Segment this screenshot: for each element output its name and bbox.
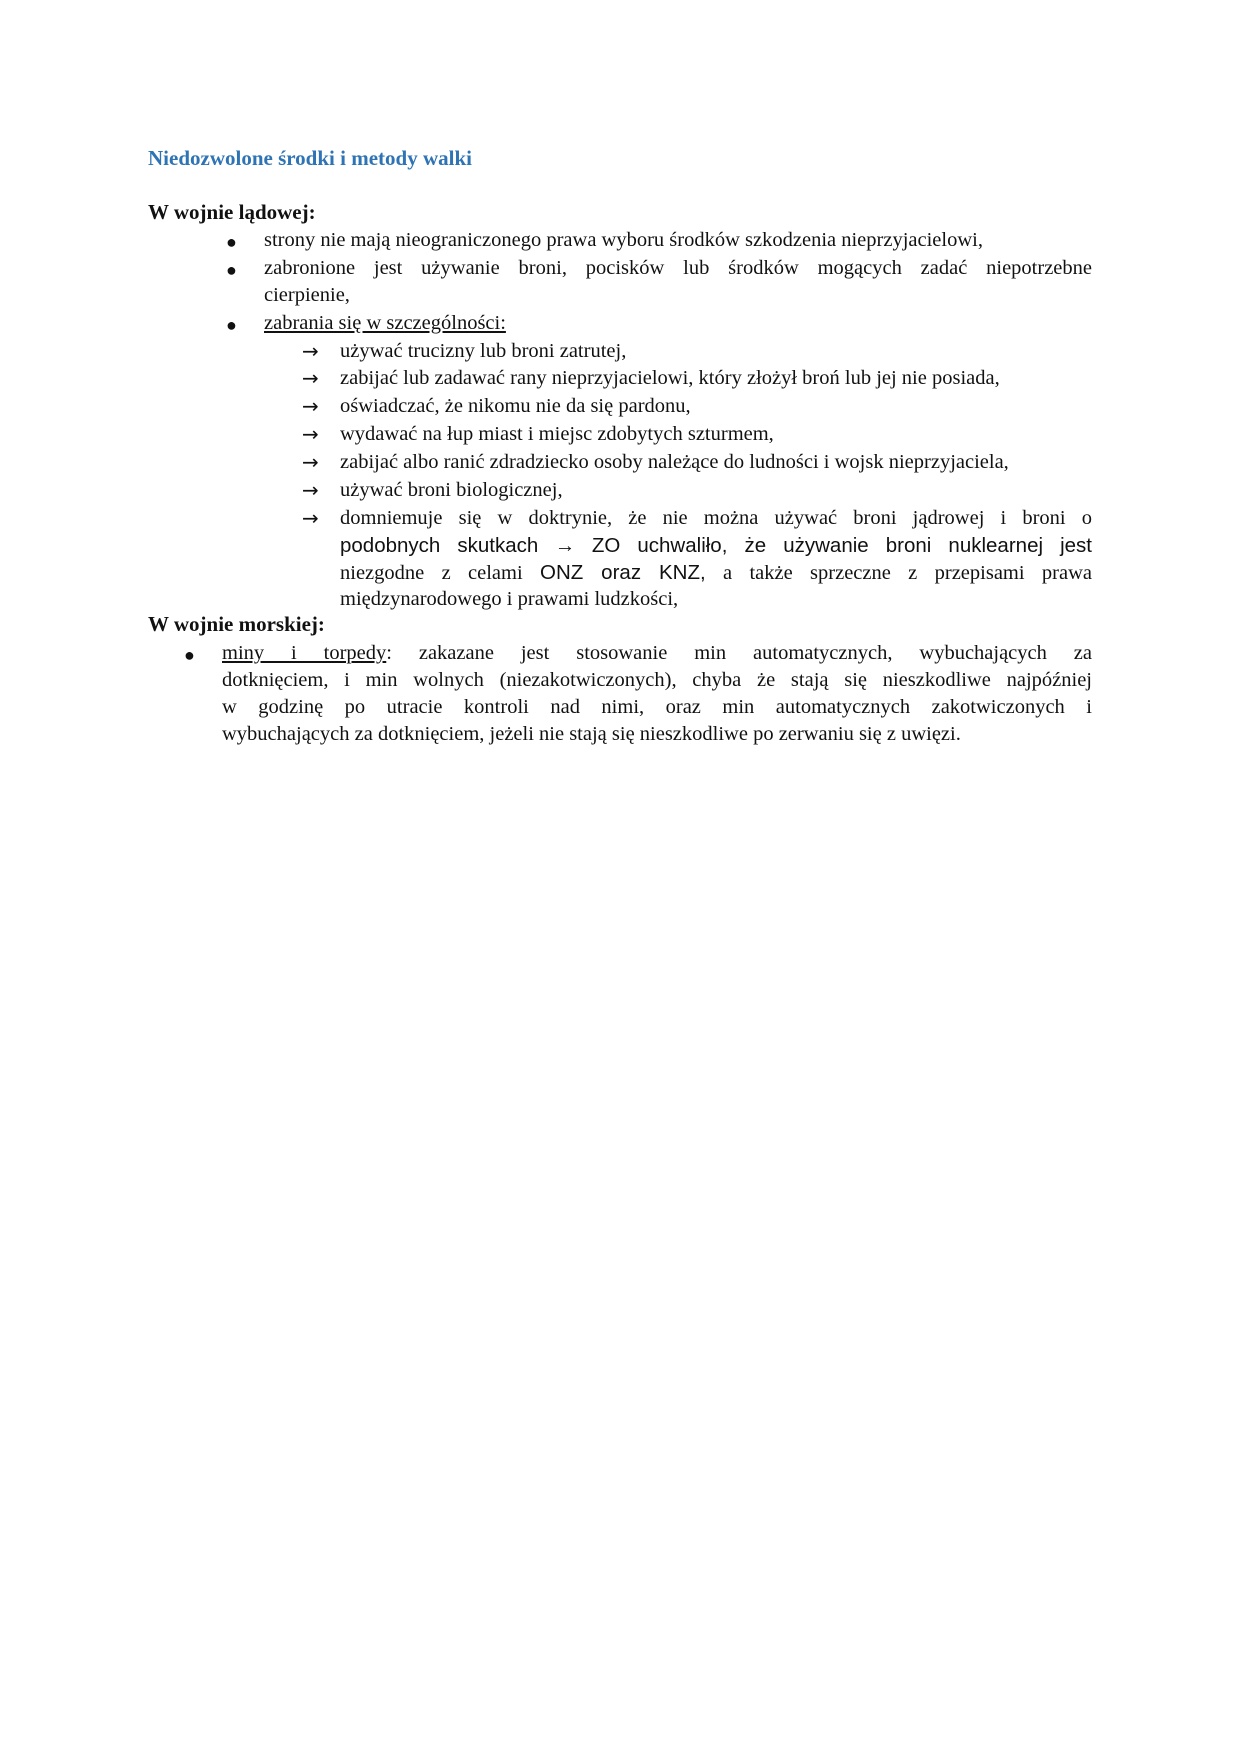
land-war-heading: W wojnie lądowej:	[148, 200, 316, 224]
nuclear-phrase-contrary: a także sprzeczne z przepisami prawa	[723, 562, 1092, 584]
sea-bullet-line-3: w godzinę po utracie kontroli nad nimi, oraz min automatycznych zakotwiczonych i	[222, 696, 1092, 718]
prohibition-item: zabijać lub zadawać rany nieprzyjacielowi, który złożył broń lub jej nie posiada,	[340, 367, 1000, 389]
nuclear-phrase-ga-resolution: ZO uchwaliło, że używanie broni nuklearnej jest	[591, 534, 1093, 557]
land-bullet-1: strony nie mają nieograniczonego prawa wyboru środków szkodzenia nieprzyjacielowi,	[264, 229, 983, 251]
bullet-icon: ●	[226, 260, 237, 280]
bullet-icon: ●	[184, 645, 195, 665]
arrow-icon: →	[554, 534, 576, 557]
prohibition-item: oświadczać, że nikomu nie da się pardonu,	[340, 395, 691, 417]
sea-war-heading: W wojnie morskiej:	[148, 612, 325, 636]
sea-bullet-line-1	[222, 640, 1092, 667]
document-title: Niedozwolone środki i metody walki	[148, 146, 472, 170]
nuclear-paragraph-line-3	[340, 559, 1092, 587]
sea-bullet-text: : zakazane jest stosowanie min automatycznych, wybuchających za	[386, 642, 1092, 664]
land-bullet-3: zabrania się w szczególności:	[264, 312, 506, 334]
arrow-icon: →	[302, 339, 319, 363]
sea-bullet-line-2: dotknięciem, i min wolnych (niezakotwiczonych), chyba że stają się nieszkodliwe najpóźniej	[222, 669, 1092, 691]
land-bullet-2-cont: cierpienie,	[264, 284, 350, 306]
arrow-icon: →	[302, 366, 319, 390]
arrow-icon: →	[302, 422, 319, 446]
sea-bullet-line-4: wybuchających za dotknięciem, jeżeli nie stają się nieszkodliwe po zerwaniu się z uwięzi.	[222, 723, 961, 745]
arrow-icon: →	[302, 506, 319, 530]
arrow-icon: →	[302, 478, 319, 502]
nuclear-paragraph-line-1: domniemuje się w doktrynie, że nie można używać broni jądrowej i broni o	[340, 507, 1092, 529]
nuclear-paragraph-line-2	[340, 532, 1092, 560]
prohibition-item: używać broni biologicznej,	[340, 479, 563, 501]
prohibition-item: wydawać na łup miast i miejsc zdobytych szturmem,	[340, 423, 774, 445]
bullet-icon: ●	[226, 315, 237, 335]
prohibition-item: używać trucizny lub broni zatrutej,	[340, 340, 627, 362]
nuclear-phrase-incompatible: niezgodne z celami	[340, 562, 523, 584]
nuclear-paragraph-line-4: międzynarodowego i prawami ludzkości,	[340, 588, 679, 610]
nuclear-phrase-un-charter: ONZ oraz KNZ,	[540, 561, 706, 584]
prohibition-item: zabijać albo ranić zdradziecko osoby należące do ludności i wojsk nieprzyjaciela,	[340, 451, 1009, 473]
arrow-icon: →	[302, 394, 319, 418]
nuclear-phrase-similar-effects: podobnych skutkach	[340, 534, 539, 557]
land-bullet-2: zabronione jest używanie broni, pocisków lub środków mogących zadać niepotrzebne	[264, 257, 1092, 279]
mines-torpedoes-label: miny i torpedy	[222, 642, 387, 664]
arrow-icon: →	[302, 450, 319, 474]
bullet-icon: ●	[226, 232, 237, 252]
